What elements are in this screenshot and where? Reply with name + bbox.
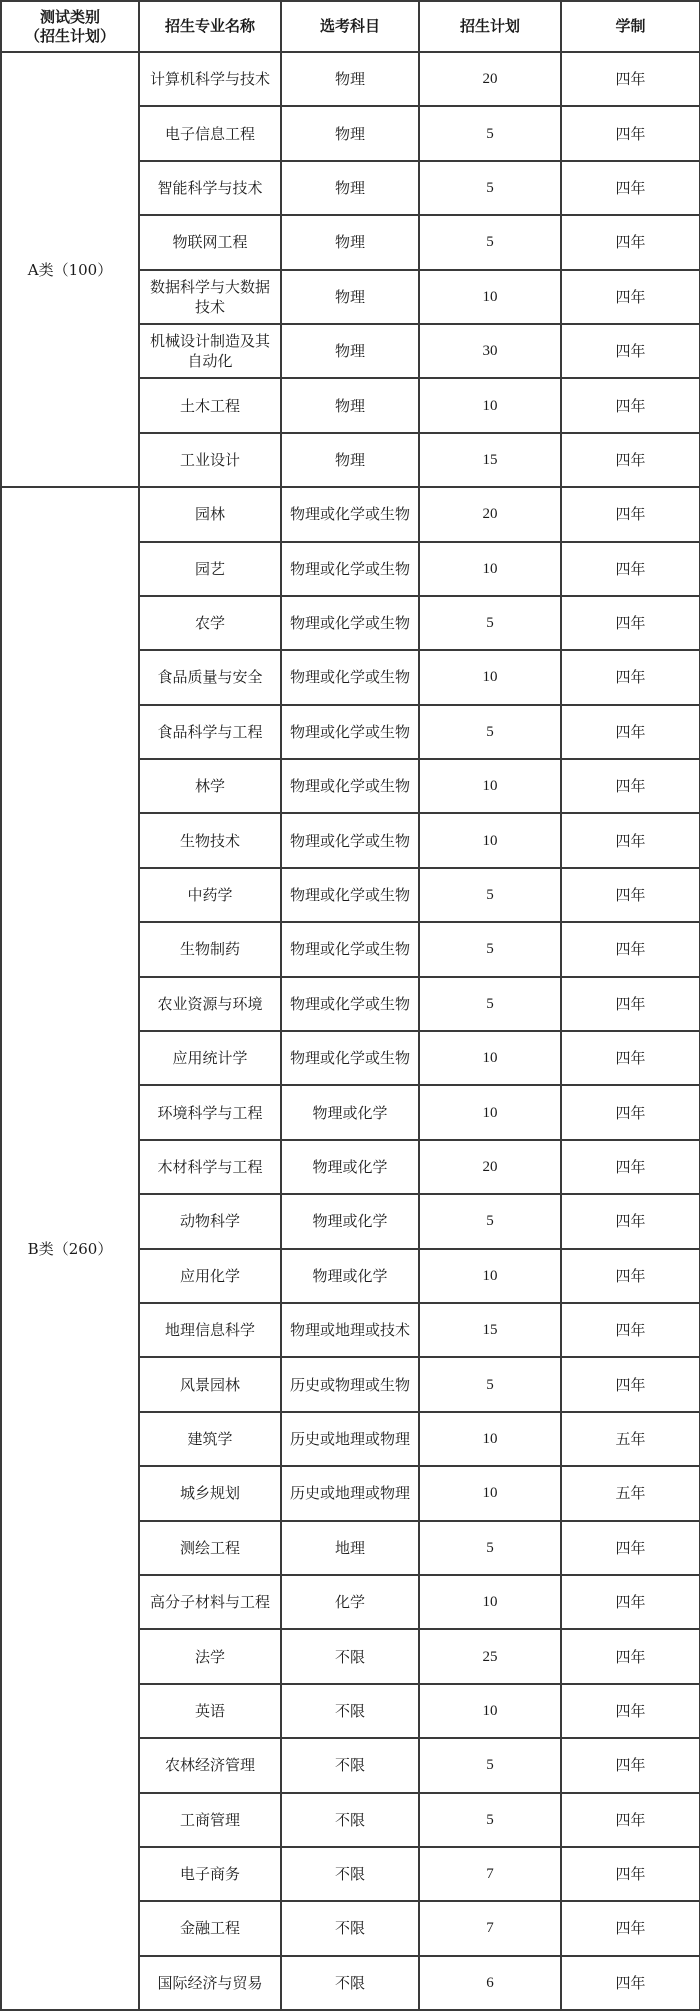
subjects-cell: 物理 [281, 215, 419, 269]
subjects-cell: 物理或化学 [281, 1194, 419, 1248]
subjects-cell: 物理或化学或生物 [281, 542, 419, 596]
plan-cell: 10 [419, 759, 561, 813]
plan-cell: 10 [419, 1684, 561, 1738]
major-cell: 动物科学 [139, 1194, 281, 1248]
major-cell: 木材科学与工程 [139, 1140, 281, 1194]
subjects-cell: 物理或化学 [281, 1085, 419, 1139]
duration-cell: 四年 [561, 596, 700, 650]
subjects-cell: 历史或地理或物理 [281, 1412, 419, 1466]
subjects-cell: 地理 [281, 1521, 419, 1575]
duration-cell: 四年 [561, 1194, 700, 1248]
duration-cell: 四年 [561, 1031, 700, 1085]
subjects-cell: 不限 [281, 1629, 419, 1683]
duration-cell: 四年 [561, 1956, 700, 2010]
duration-cell: 四年 [561, 1793, 700, 1847]
subjects-cell: 物理或化学或生物 [281, 868, 419, 922]
major-cell: 环境科学与工程 [139, 1085, 281, 1139]
header-category [1, 1, 139, 52]
plan-cell: 10 [419, 378, 561, 432]
category-cell: B类（260） [1, 487, 139, 2010]
table-header [1, 1, 700, 52]
duration-cell: 四年 [561, 270, 700, 324]
duration-cell: 四年 [561, 922, 700, 976]
major-cell: 物联网工程 [139, 215, 281, 269]
header-row [1, 1, 700, 52]
plan-cell: 5 [419, 161, 561, 215]
major-cell: 城乡规划 [139, 1466, 281, 1520]
plan-cell: 10 [419, 1466, 561, 1520]
plan-cell: 10 [419, 813, 561, 867]
duration-cell: 四年 [561, 759, 700, 813]
header-duration: 学制 [561, 1, 700, 52]
duration-cell: 四年 [561, 1738, 700, 1792]
major-cell: 生物制药 [139, 922, 281, 976]
subjects-cell: 物理或化学或生物 [281, 813, 419, 867]
major-cell: 机械设计制造及其自动化 [139, 324, 281, 378]
plan-cell: 20 [419, 487, 561, 541]
plan-cell: 10 [419, 1085, 561, 1139]
major-cell: 智能科学与技术 [139, 161, 281, 215]
duration-cell: 四年 [561, 1847, 700, 1901]
duration-cell: 四年 [561, 977, 700, 1031]
major-cell: 农学 [139, 596, 281, 650]
subjects-cell: 物理 [281, 324, 419, 378]
duration-cell: 四年 [561, 1521, 700, 1575]
header-major: 招生专业名称 [139, 1, 281, 52]
major-cell: 园艺 [139, 542, 281, 596]
plan-cell: 5 [419, 977, 561, 1031]
duration-cell: 四年 [561, 542, 700, 596]
subjects-cell: 物理或化学或生物 [281, 922, 419, 976]
major-cell: 法学 [139, 1629, 281, 1683]
major-cell: 电子商务 [139, 1847, 281, 1901]
subjects-cell: 化学 [281, 1575, 419, 1629]
major-cell: 园林 [139, 487, 281, 541]
major-cell: 高分子材料与工程 [139, 1575, 281, 1629]
plan-cell: 30 [419, 324, 561, 378]
duration-cell: 四年 [561, 1303, 700, 1357]
subjects-cell: 物理或化学或生物 [281, 596, 419, 650]
subjects-cell: 物理或化学或生物 [281, 487, 419, 541]
duration-cell: 四年 [561, 705, 700, 759]
major-cell: 生物技术 [139, 813, 281, 867]
plan-cell: 20 [419, 1140, 561, 1194]
duration-cell: 四年 [561, 106, 700, 160]
duration-cell: 五年 [561, 1412, 700, 1466]
plan-cell: 5 [419, 1194, 561, 1248]
duration-cell: 五年 [561, 1466, 700, 1520]
plan-cell: 10 [419, 1249, 561, 1303]
subjects-cell: 物理或化学 [281, 1249, 419, 1303]
major-cell: 林学 [139, 759, 281, 813]
duration-cell: 四年 [561, 161, 700, 215]
subjects-cell: 物理或化学或生物 [281, 977, 419, 1031]
header-subjects: 选考科目 [281, 1, 419, 52]
major-cell: 应用统计学 [139, 1031, 281, 1085]
header-category-line2: （招生计划） [24, 26, 115, 45]
plan-cell: 6 [419, 1956, 561, 2010]
plan-cell: 7 [419, 1901, 561, 1955]
subjects-cell: 不限 [281, 1847, 419, 1901]
subjects-cell: 物理或化学或生物 [281, 1031, 419, 1085]
major-cell: 电子信息工程 [139, 106, 281, 160]
plan-cell: 10 [419, 1412, 561, 1466]
major-cell: 计算机科学与技术 [139, 52, 281, 106]
plan-cell: 25 [419, 1629, 561, 1683]
duration-cell: 四年 [561, 1085, 700, 1139]
subjects-cell: 物理或化学或生物 [281, 650, 419, 704]
major-cell: 风景园林 [139, 1357, 281, 1411]
duration-cell: 四年 [561, 1140, 700, 1194]
plan-cell: 10 [419, 1031, 561, 1085]
duration-cell: 四年 [561, 1629, 700, 1683]
subjects-cell: 物理 [281, 161, 419, 215]
plan-cell: 10 [419, 542, 561, 596]
plan-cell: 10 [419, 1575, 561, 1629]
subjects-cell: 物理或化学或生物 [281, 705, 419, 759]
subjects-cell: 不限 [281, 1684, 419, 1738]
major-cell: 农业资源与环境 [139, 977, 281, 1031]
table-row [1, 52, 700, 106]
plan-cell: 5 [419, 1357, 561, 1411]
major-cell: 国际经济与贸易 [139, 1956, 281, 2010]
subjects-cell: 物理 [281, 433, 419, 487]
duration-cell: 四年 [561, 487, 700, 541]
major-cell: 工业设计 [139, 433, 281, 487]
major-cell: 中药学 [139, 868, 281, 922]
major-cell: 食品科学与工程 [139, 705, 281, 759]
plan-cell: 5 [419, 596, 561, 650]
major-cell: 测绘工程 [139, 1521, 281, 1575]
major-cell: 土木工程 [139, 378, 281, 432]
subjects-cell: 物理 [281, 106, 419, 160]
plan-cell: 5 [419, 1521, 561, 1575]
duration-cell: 四年 [561, 1575, 700, 1629]
header-plan: 招生计划 [419, 1, 561, 52]
major-cell: 英语 [139, 1684, 281, 1738]
major-cell: 工商管理 [139, 1793, 281, 1847]
subjects-cell: 不限 [281, 1793, 419, 1847]
plan-cell: 5 [419, 1738, 561, 1792]
table-body [1, 52, 700, 2010]
subjects-cell: 不限 [281, 1738, 419, 1792]
subjects-cell: 不限 [281, 1901, 419, 1955]
plan-cell: 15 [419, 1303, 561, 1357]
plan-cell: 15 [419, 433, 561, 487]
table-row [1, 487, 700, 541]
subjects-cell: 物理或化学或生物 [281, 759, 419, 813]
plan-cell: 5 [419, 106, 561, 160]
duration-cell: 四年 [561, 215, 700, 269]
subjects-cell: 物理 [281, 378, 419, 432]
plan-cell: 5 [419, 868, 561, 922]
duration-cell: 四年 [561, 324, 700, 378]
duration-cell: 四年 [561, 868, 700, 922]
plan-cell: 5 [419, 1793, 561, 1847]
subjects-cell: 物理或化学 [281, 1140, 419, 1194]
duration-cell: 四年 [561, 52, 700, 106]
plan-cell: 5 [419, 215, 561, 269]
plan-cell: 10 [419, 270, 561, 324]
plan-cell: 20 [419, 52, 561, 106]
duration-cell: 四年 [561, 650, 700, 704]
subjects-cell: 历史或地理或物理 [281, 1466, 419, 1520]
plan-cell: 7 [419, 1847, 561, 1901]
major-cell: 数据科学与大数据技术 [139, 270, 281, 324]
major-cell: 食品质量与安全 [139, 650, 281, 704]
plan-cell: 5 [419, 705, 561, 759]
header-category-line1: 测试类别 [39, 7, 100, 26]
subjects-cell: 物理 [281, 270, 419, 324]
duration-cell: 四年 [561, 1901, 700, 1955]
subjects-cell: 物理或地理或技术 [281, 1303, 419, 1357]
duration-cell: 四年 [561, 813, 700, 867]
plan-cell: 5 [419, 922, 561, 976]
major-cell: 应用化学 [139, 1249, 281, 1303]
major-cell: 建筑学 [139, 1412, 281, 1466]
duration-cell: 四年 [561, 1357, 700, 1411]
major-cell: 金融工程 [139, 1901, 281, 1955]
major-cell: 农林经济管理 [139, 1738, 281, 1792]
duration-cell: 四年 [561, 1684, 700, 1738]
plan-cell: 10 [419, 650, 561, 704]
duration-cell: 四年 [561, 378, 700, 432]
subjects-cell: 不限 [281, 1956, 419, 2010]
subjects-cell: 物理 [281, 52, 419, 106]
major-cell: 地理信息科学 [139, 1303, 281, 1357]
subjects-cell: 历史或物理或生物 [281, 1357, 419, 1411]
category-cell: A类（100） [1, 52, 139, 487]
duration-cell: 四年 [561, 433, 700, 487]
duration-cell: 四年 [561, 1249, 700, 1303]
